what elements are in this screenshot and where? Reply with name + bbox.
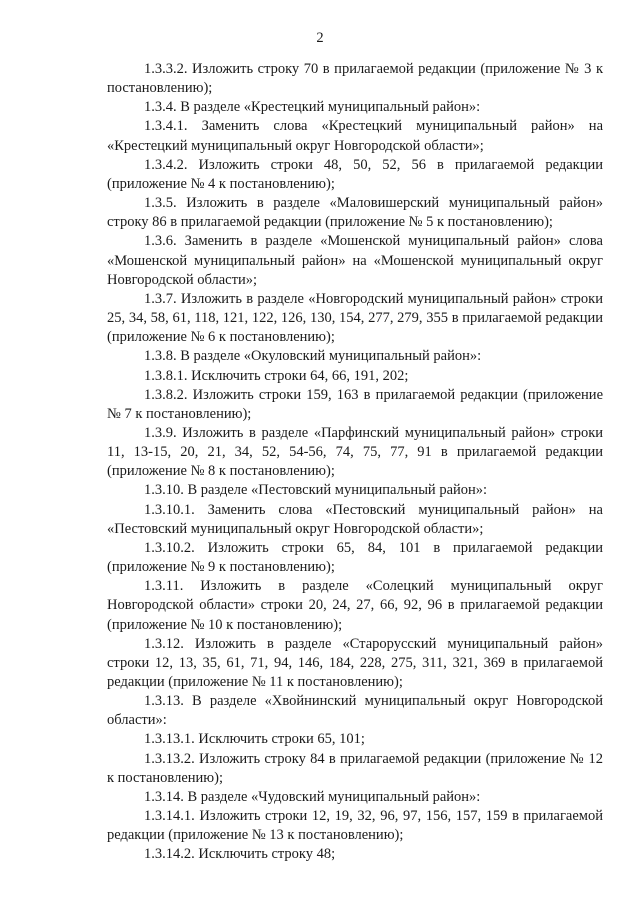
paragraph: 1.3.13. В разделе «Хвойнинский муниципальный округ Новгородской области»: [107,693,603,729]
paragraph: 1.3.11. Изложить в разделе «Солецкий муниципальный округ Новгородской области» строки 20, 24, 27, 66, 92, 96 в прилагаемой редакции (приложение № 10 к постановлению); [107,578,603,633]
paragraph: 1.3.6. Заменить в разделе «Мошенской муниципальный район» слова «Мошенской муниципальный район» на «Мошенской муниципальный округ Новгородской области»; [107,233,603,288]
paragraph: 1.3.4. В разделе «Крестецкий муниципальный район»: [144,99,481,116]
paragraph: 1.3.5. Изложить в разделе «Маловишерский муниципальный район» строку 86 в прилагаемой редакции (приложение № 5 к постановлению); [107,195,603,231]
paragraph: 1.3.4.1. Заменить слова «Крестецкий муниципальный район» на «Крестецкий муниципальный округ Новгородской области»; [107,118,603,154]
paragraph: 1.3.10.1. Заменить слова «Пестовский муниципальный район» на «Пестовский муниципальный округ Новгородской области»; [107,501,603,537]
paragraph: 1.3.9. Изложить в разделе «Парфинский муниципальный район» строки 11, 13-15, 20, 21, 34, 52, 54-56, 74, 75, 77, 91 в прилагаемой редакции (приложение № 8 к постановлению); [107,424,603,480]
paragraph: 1.3.8.2. Изложить строки 159, 163 в прилагаемой редакции (приложение № 7 к постановлению); [107,386,603,422]
paragraph: 1.3.12. Изложить в разделе «Старорусский муниципальный район» строки 12, 13, 35, 61, 71, 94, 146, 184, 228, 275, 311, 321, 369 в прилагаемой редакции (приложение № 11 к постановлению); [107,635,603,690]
paragraph: 1.3.7. Изложить в разделе «Новгородский муниципальный район» строки 25, 34, 58, 61, 118, 121, 122, 126, 130, 154, 277, 279, 355 в прилагаемой редакции (приложение № 6 к постановлению); [107,290,603,346]
paragraph: 1.3.10.2. Изложить строки 65, 84, 101 в прилагаемой редакции (приложение № 9 к постановлению); [107,539,603,576]
paragraph: 1.3.14. В разделе «Чудовский муниципальный район»: [144,788,481,805]
paragraph: 1.3.13.2. Изложить строку 84 в прилагаемой редакции (приложение № 12 к постановлению); [107,750,603,786]
paragraph: 1.3.13.1. Исключить строки 65, 101; [144,731,365,748]
paragraph: 1.3.8. В разделе «Окуловский муниципальный район»: [144,348,482,365]
document-body [107,60,603,865]
paragraph: 1.3.3.2. Изложить строку 70 в прилагаемой редакции (приложение № 3 к постановлению); [107,61,603,97]
paragraph: 1.3.10. В разделе «Пестовский муниципальный район»: [144,482,488,499]
paragraph: 1.3.14.2. Исключить строку 48; [144,846,336,863]
paragraph: 1.3.4.2. Изложить строки 48, 50, 52, 56 в прилагаемой редакции (приложение № 4 к постановлению); [107,156,603,192]
paragraph: 1.3.14.1. Изложить строки 12, 19, 32, 96, 97, 156, 157, 159 в прилагаемой редакции (приложение № 13 к постановлению); [107,808,603,844]
paragraph: 1.3.8.1. Исключить строки 64, 66, 191, 202; [144,367,409,384]
page-number: 2 [316,30,324,46]
